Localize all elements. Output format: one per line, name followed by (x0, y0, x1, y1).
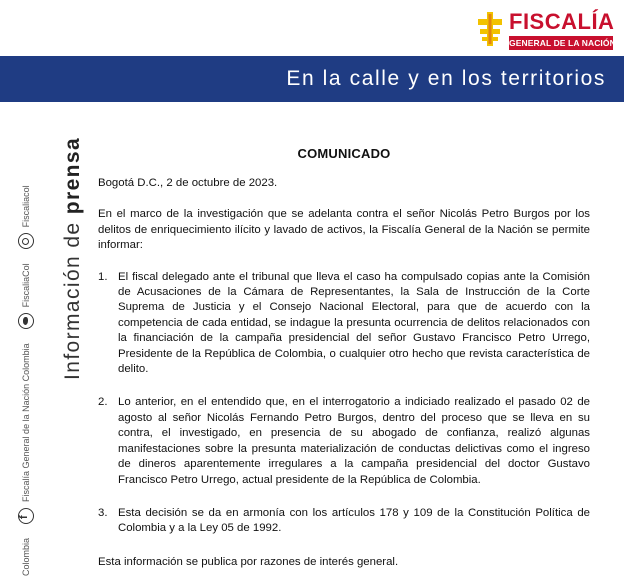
facebook-icon (18, 508, 34, 524)
banner-slogan: En la calle y en los territorios (286, 67, 606, 90)
fiscalia-logo[interactable] (478, 8, 618, 52)
social-twitter[interactable] (18, 263, 34, 329)
social-sidebar (12, 146, 40, 576)
social-instagram[interactable] (18, 185, 34, 249)
fiscalia-emblem-icon (478, 12, 502, 46)
document-list (98, 270, 590, 537)
document-title: COMUNICADO (297, 146, 391, 161)
press-release (98, 146, 590, 586)
twitter-label: FiscaliaCol (21, 263, 31, 308)
list-item-text: El fiscal delegado ante el tribunal que lleva el caso ha compulsado copias ante la Comisión de Acusaciones de la Cámara de Representantes, la Sala de Instrucción de la Corte Suprema de Justicia y el Consejo Nacional Electoral, para que de acuerdo con la competencia de cada entidad, se indague la presunta ocurrencia de delitos relacionados con la financiación de la campaña presidencial del señor Gustavo Francisco Petro Urrego, Presidente de la República de Colombia, o cualquier otro hecho que revista característica de delito. (118, 270, 590, 376)
list-item-text: Esta decisión se da en armonía con los artículos 178 y 109 de la Constitución Política de Colombia y a la Ley 05 de 1992. (118, 506, 590, 535)
list-item-number: 3. (98, 506, 108, 519)
list-item (98, 270, 590, 378)
list-item-text: Lo anterior, en el entendido que, en el interrogatorio a indiciado realizado el pasado 02 de agosto al señor Nicolás Fernando Petro Burgos, dentro del proceso que se lleva en su contra, el investigado, en presencia de su abogado de confianza, realizó algunas manifestaciones sobre la presunta materialización de conductas delictivas como el ingreso de dineros aparentemente irregulares a la campaña presidencial del doctor Gustavo Francisco Petro Urrego, actual presidente de la República de Colombia. (118, 396, 590, 486)
press-info-sidebar (58, 136, 88, 380)
social-facebook[interactable] (18, 343, 34, 524)
logo-title: FISCALÍA (509, 9, 615, 34)
list-item-number: 2. (98, 396, 108, 409)
social-partial: Colombia (21, 537, 31, 576)
list-item-number: 1. (98, 270, 108, 283)
list-item (98, 506, 590, 537)
document-date: Bogotá D.C., 2 de octubre de 2023. (98, 177, 278, 189)
instagram-icon (18, 233, 34, 249)
document-intro: En el marco de la investigación que se adelanta contra el señor Nicolás Petro Burgos por los delitos de enriquecimiento ilícito y lavado de activos, la Fiscalía General de la Nación se permite informar: (98, 208, 590, 252)
facebook-label: Fiscalía General de la Nación Colombia (21, 343, 31, 502)
press-info-bold: prensa (61, 136, 84, 215)
twitter-icon (18, 313, 34, 329)
document-closing: Esta información se publica por razones de interés general. (98, 555, 399, 568)
instagram-label: Fiscaliacol (21, 185, 31, 228)
logo-subtitle: GENERAL DE LA NACIÓN (509, 38, 616, 48)
press-info-light: Información de (61, 221, 84, 380)
list-item (98, 395, 590, 487)
header-banner (0, 56, 624, 102)
